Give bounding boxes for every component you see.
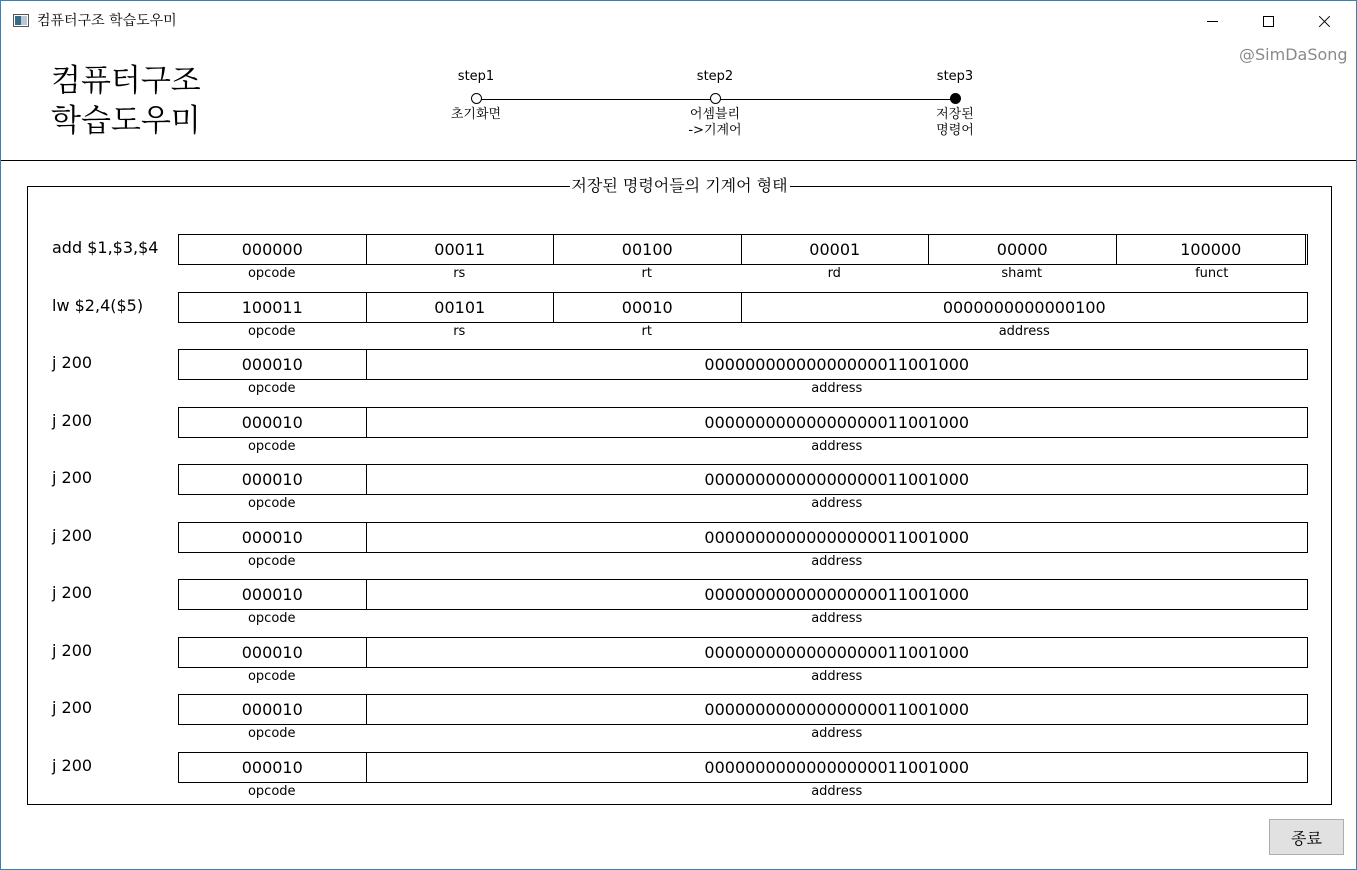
field-labels	[178, 553, 1308, 573]
instruction-row	[28, 579, 1331, 629]
machine-code-box	[178, 752, 1308, 783]
field-rs-value: 00101	[367, 293, 555, 322]
title-bar[interactable]	[1, 1, 1356, 41]
step-3	[880, 61, 1030, 139]
maximize-button[interactable]	[1245, 1, 1291, 41]
machine-code-box	[178, 349, 1308, 380]
machine-code-box	[178, 637, 1308, 668]
close-button[interactable]	[1301, 1, 1347, 41]
field-rt-value: 00100	[554, 235, 742, 264]
instruction-row	[28, 292, 1331, 342]
step-description: 어셈블리 ->기계어	[688, 107, 742, 138]
field-address-label: address	[811, 611, 863, 626]
minimize-icon	[1207, 21, 1218, 22]
step-dot-icon	[950, 93, 961, 104]
field-rt-label: rt	[641, 266, 652, 281]
field-opcode-value: 000010	[179, 580, 367, 609]
step-indicator	[401, 61, 1041, 156]
field-shamt-value: 00000	[929, 235, 1117, 264]
minimize-button[interactable]	[1189, 1, 1235, 41]
step-2	[640, 61, 790, 139]
step-label: step2	[696, 69, 734, 84]
machine-code-box	[178, 292, 1308, 323]
page-title-line2: 학습도우미	[51, 103, 201, 139]
step-dot-icon	[471, 93, 482, 104]
app-icon	[13, 14, 29, 27]
field-address-label: address	[811, 438, 863, 454]
field-opcode-value: 000000	[179, 235, 367, 264]
field-rs-label: rs	[453, 266, 466, 281]
field-address-value: 00000000000000000011001000	[704, 757, 970, 777]
field-shamt-label: shamt	[1001, 266, 1043, 281]
field-address-label: address	[811, 553, 863, 569]
field-address-value: 0000000000000100	[942, 297, 1106, 317]
field-opcode-label: opcode	[247, 611, 296, 626]
field-labels	[178, 265, 1308, 285]
exit-button[interactable]: 종료	[1269, 819, 1344, 855]
field-address-value: 00000000000000000011001000	[704, 355, 970, 374]
page-title	[51, 61, 201, 141]
field-rd-label: rd	[827, 266, 841, 281]
instruction-row	[28, 464, 1331, 514]
field-address-label: address	[811, 668, 863, 684]
instruction-row	[28, 752, 1331, 802]
step-1	[401, 61, 551, 123]
field-opcode-label: opcode	[247, 323, 296, 339]
watermark: @SimDaSong	[1239, 45, 1348, 64]
field-funct-value: 100000	[1180, 240, 1242, 259]
field-labels	[178, 438, 1308, 458]
field-rs-label: rs	[453, 323, 466, 339]
step-label: step1	[457, 69, 495, 84]
instruction-assembly: j 200	[52, 583, 93, 602]
instruction-row	[28, 637, 1331, 687]
field-labels	[178, 610, 1308, 630]
instruction-row	[28, 694, 1331, 744]
field-rt-value: 00010	[554, 293, 742, 322]
field-opcode-label: opcode	[247, 438, 296, 454]
field-rs-value: 00011	[367, 235, 555, 264]
maximize-icon	[1263, 16, 1274, 27]
field-address-label: address	[811, 726, 863, 741]
field-address-label: address	[811, 783, 863, 799]
machine-code-box	[178, 694, 1308, 725]
field-address-value: 00000000000000000011001000	[704, 642, 970, 662]
machine-code-box	[178, 234, 1308, 265]
field-address-value: 00000000000000000011001000	[704, 585, 970, 604]
instruction-assembly: j 200	[52, 525, 93, 545]
instruction-assembly: j 200	[52, 640, 93, 660]
instruction-row	[28, 522, 1331, 572]
instruction-assembly: j 200	[52, 698, 93, 717]
instruction-assembly: j 200	[52, 468, 93, 487]
page-title-line1: 컴퓨터구조	[51, 63, 201, 99]
field-address-value: 00000000000000000011001000	[704, 527, 970, 547]
field-address-value: 00000000000000000011001000	[704, 700, 970, 719]
machine-code-box	[178, 407, 1308, 438]
machine-code-box	[178, 579, 1308, 610]
field-opcode-label: opcode	[247, 553, 296, 569]
field-funct-label: funct	[1195, 266, 1229, 281]
instruction-assembly: j 200	[52, 353, 93, 372]
field-rt-label: rt	[641, 323, 652, 339]
header-divider	[1, 160, 1356, 161]
field-address-label: address	[998, 323, 1050, 339]
field-address-label: address	[811, 496, 863, 511]
field-opcode-value: 000010	[179, 753, 367, 782]
instruction-assembly: j 200	[52, 410, 93, 430]
field-labels	[178, 725, 1308, 745]
step-label: step3	[936, 69, 974, 84]
field-labels	[178, 495, 1308, 515]
field-address-value: 00000000000000000011001000	[704, 412, 970, 432]
field-opcode-label: opcode	[247, 726, 296, 741]
field-opcode-label: opcode	[247, 266, 296, 281]
instruction-assembly: add $1,$3,$4	[52, 238, 159, 257]
field-opcode-value: 000010	[179, 695, 367, 724]
instruction-row	[28, 349, 1331, 399]
field-labels	[178, 783, 1308, 803]
step-description: 저장된 명령어	[936, 107, 974, 138]
instruction-row	[28, 234, 1331, 284]
machine-code-box	[178, 464, 1308, 495]
field-labels	[178, 323, 1308, 343]
instruction-assembly: j 200	[52, 755, 93, 775]
field-opcode-value: 000010	[179, 408, 367, 437]
field-rd-value: 00001	[742, 235, 930, 264]
field-labels	[178, 380, 1308, 400]
machine-code-box	[178, 522, 1308, 553]
field-opcode-value: 000010	[179, 638, 367, 667]
step-dot-icon	[710, 93, 721, 104]
field-labels	[178, 668, 1308, 688]
field-address-value: 00000000000000000011001000	[704, 470, 970, 489]
close-icon	[1318, 15, 1331, 28]
field-opcode-value: 000010	[179, 465, 367, 494]
field-opcode-value: 000010	[179, 350, 367, 379]
field-opcode-label: opcode	[247, 496, 296, 511]
field-opcode-value: 000010	[179, 523, 367, 552]
instruction-row	[28, 407, 1331, 457]
field-opcode-value: 100011	[179, 293, 367, 322]
field-opcode-label: opcode	[247, 381, 296, 396]
window-title: 컴퓨터구조 학습도우미	[37, 13, 177, 29]
field-opcode-label: opcode	[247, 783, 296, 799]
instruction-groupbox	[27, 176, 1332, 805]
step-description: 초기화면	[450, 107, 502, 122]
instruction-assembly: lw $2,4($5)	[52, 295, 144, 315]
field-opcode-label: opcode	[247, 668, 296, 684]
groupbox-title: 저장된 명령어들의 기계어 형태	[571, 176, 788, 195]
field-address-label: address	[811, 381, 863, 396]
